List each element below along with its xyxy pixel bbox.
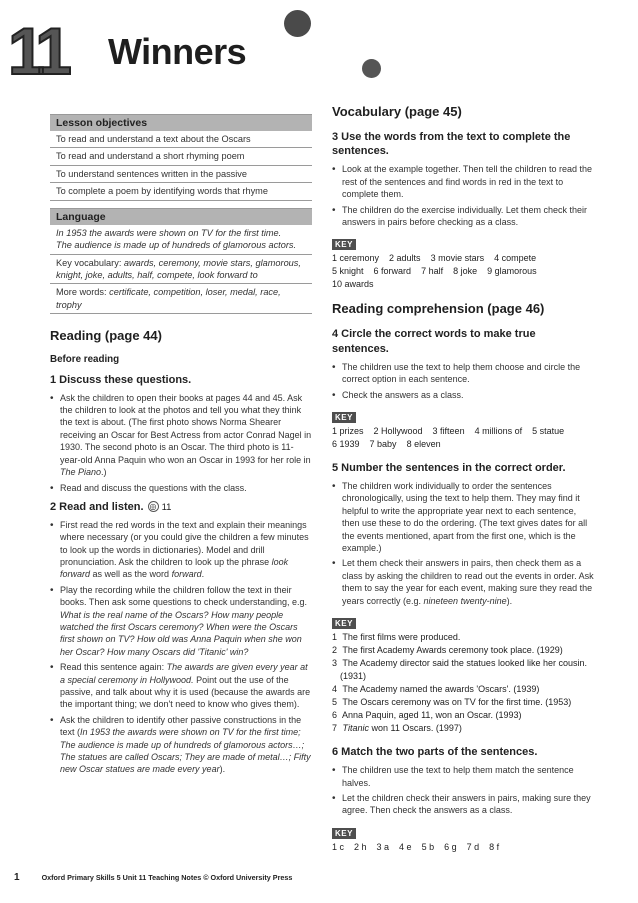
key-vocabulary-label: Key vocabulary: — [56, 257, 124, 268]
instruction-bullet: • The children use the text to help them choose and circle the correct option in each sentence. — [332, 361, 594, 386]
key-badge: KEY — [332, 239, 356, 250]
exercise-heading: 5 Number the sentences in the correct order. — [332, 462, 566, 475]
exercise-6 — [332, 745, 594, 854]
answer-key: 1 ceremony 2 adults 3 movie stars 4 compete 5 knight 6 forward 7 half 8 joke 9 glamorous 10 awards — [332, 253, 537, 290]
page-number: 1 — [14, 872, 20, 883]
unit-number: 11 — [8, 14, 66, 88]
exercise-heading: 4 Circle the correct words to make true sentences. — [332, 328, 536, 355]
instruction-bullet: • The children work individually to order the sentences chronologically, using the text to help them. They may find it helpful to write the appropriate year next to each sentence, then use these to do the ordering. (The text gives dates for all the events mentioned, apart from the first one, which is the example.) — [332, 480, 594, 554]
answer-item: 7 Titanic won 11 Oscars. (1997) — [332, 723, 462, 734]
exercise-3 — [332, 130, 594, 292]
language-box — [50, 208, 312, 315]
language-example: In 1953 the awards were shown on TV for the first time. — [56, 227, 282, 238]
instruction-bullet: • Read this sentence again: The awards are given every year at a special ceremony in Hollywood. Point out the use of the passive, and talk about why it is used (because the awards are the important thing; we don't need to know who gives them). — [50, 661, 312, 711]
track-number: 11 — [161, 501, 172, 513]
instruction-bullet: • The children do the exercise individually. Let them check their answers in pairs before checking as a class. — [332, 204, 594, 229]
instruction-bullet: • Let the children check their answers in pairs, making sure they agree. Then check the answers as a class. — [332, 792, 594, 817]
answer-item: 6 Anna Paquin, aged 11, won an Oscar. (1993) — [332, 710, 522, 721]
key-vocabulary-words: awards, ceremony, movie stars, glamorous, knight, joke, adults, half, compete, look forward to — [56, 257, 301, 280]
objective-item: To read and understand a short rhyming poem — [50, 148, 312, 165]
answer-item: 3 The Academy director said the statues looked like her cousin. (1931) — [332, 658, 587, 682]
answer-item: 2 The first Academy Awards ceremony took place. (1929) — [332, 645, 563, 655]
instruction-bullet: • Read and discuss the questions with the class. — [50, 482, 312, 494]
instruction-bullet: • The children use the text to help them match the sentence halves. — [332, 764, 594, 789]
left-column — [50, 114, 312, 782]
vocabulary-heading: Vocabulary (page 45) — [332, 104, 462, 119]
answer-item: 1 The first films were produced. — [332, 631, 461, 642]
page-title: Winners — [108, 31, 247, 72]
answer-item: 5 The Oscars ceremony was on TV for the first time. (1953) — [332, 697, 572, 708]
instruction-bullet: • Play the recording while the children follow the text in their books. Then ask some questions to check understanding, e.g. What is the real name of the Oscars? How many people watched the first Oscars ceremony? When were the Oscars first shown on TV? How old was Anna Paquin when she won her Oscar? How many Oscars did 'Titanic' win? — [50, 584, 312, 658]
exercise-heading: 2 Read and listen. ◎ 11 — [50, 500, 172, 513]
exercise-1 — [50, 373, 312, 494]
answer-key — [332, 631, 594, 735]
more-words — [50, 284, 312, 314]
key-vocabulary — [50, 255, 312, 285]
comprehension-heading: Reading comprehension (page 46) — [332, 301, 545, 317]
exercise-4 — [332, 327, 594, 451]
instruction-bullet: • Ask the children to identify other passive constructions in the text (In 1953 the awards were shown on TV for the first time; The audience is made up of hundreds of glamorous actors…; The statues are called Oscars; They are made of metal…; Fifty new Oscar statues are made every year). — [50, 714, 312, 776]
key-badge: KEY — [332, 618, 356, 629]
answer-key: 1 c 2 h 3 a 4 e 5 b 6 g 7 d 8 f — [332, 841, 500, 852]
instruction-bullet: • Check the answers as a class. — [332, 389, 594, 401]
page-footer — [14, 872, 292, 883]
lesson-objectives-box — [50, 114, 312, 201]
key-badge: KEY — [332, 828, 356, 839]
exercise-heading: 1 Discuss these questions. — [50, 373, 192, 386]
exercise-heading: 3 Use the words from the text to complete the sentences. — [332, 130, 571, 158]
more-words-label: More words: — [56, 287, 110, 298]
instruction-bullet: • First read the red words in the text and explain their meanings where necessary (or you could give the children a few minutes to look up the words in dictionaries). Model and drill pronunciation. Ask the children to look up the phrase look forward as well as the word forward. — [50, 519, 312, 581]
objectives-title: Lesson objectives — [50, 115, 312, 131]
footer-text: Oxford Primary Skills 5 Unit 11 Teaching Notes © Oxford University Press — [41, 873, 293, 882]
instruction-bullet: • Look at the example together. Then tell the children to read the rest of the sentences and find words in red in the text to complete them. — [332, 163, 594, 200]
objective-item: To understand sentences written in the passive — [50, 166, 312, 183]
instruction-bullet: • Let them check their answers in pairs, then check them as a class by asking the children to read out the events in order. Ask them to say the year for each event, making sure they read the years correctly (e.g. nineteen twenty-nine). — [332, 557, 594, 607]
right-column — [332, 104, 594, 860]
answer-item: 4 The Academy named the awards 'Oscars'. (1939) — [332, 684, 540, 695]
more-words-list: certificate, competition, loser, medal, race, trophy — [56, 287, 281, 310]
objective-item: To complete a poem by identifying words that rhyme — [50, 183, 312, 200]
reading-heading: Reading (page 44) — [50, 328, 162, 344]
decorative-ball-icon — [362, 59, 381, 78]
key-badge: KEY — [332, 412, 356, 423]
language-example: The audience is made up of hundreds of glamorous actors. — [56, 240, 297, 251]
answer-key: 1 prizes 2 Hollywood 3 fifteen 4 millions of 5 statue 6 1939 7 baby 8 eleven — [332, 425, 565, 449]
before-reading-subheading: Before reading — [50, 353, 120, 365]
cd-audio-icon: ◎ — [148, 501, 159, 512]
exercise-5 — [332, 461, 594, 735]
instruction-bullet: • Ask the children to open their books at pages 44 and 45. Ask the children to look at the photos and tell you what they think the text is about. (The first photo shows Norma Shearer receiving an Oscar for Best Actress from actor Conrad Nagel in 1930. The second photo is an Oscar. The third photo is 11-year-old Anna Paquin who won an Oscar in 1993 for her role in The Piano.) — [50, 392, 312, 479]
exercise-heading: 6 Match the two parts of the sentences. — [332, 746, 538, 759]
exercise-2 — [50, 500, 312, 776]
language-title: Language — [50, 209, 312, 225]
objective-item: To read and understand a text about the Oscars — [50, 131, 312, 148]
decorative-ball-icon — [284, 10, 311, 37]
language-examples — [50, 225, 312, 255]
